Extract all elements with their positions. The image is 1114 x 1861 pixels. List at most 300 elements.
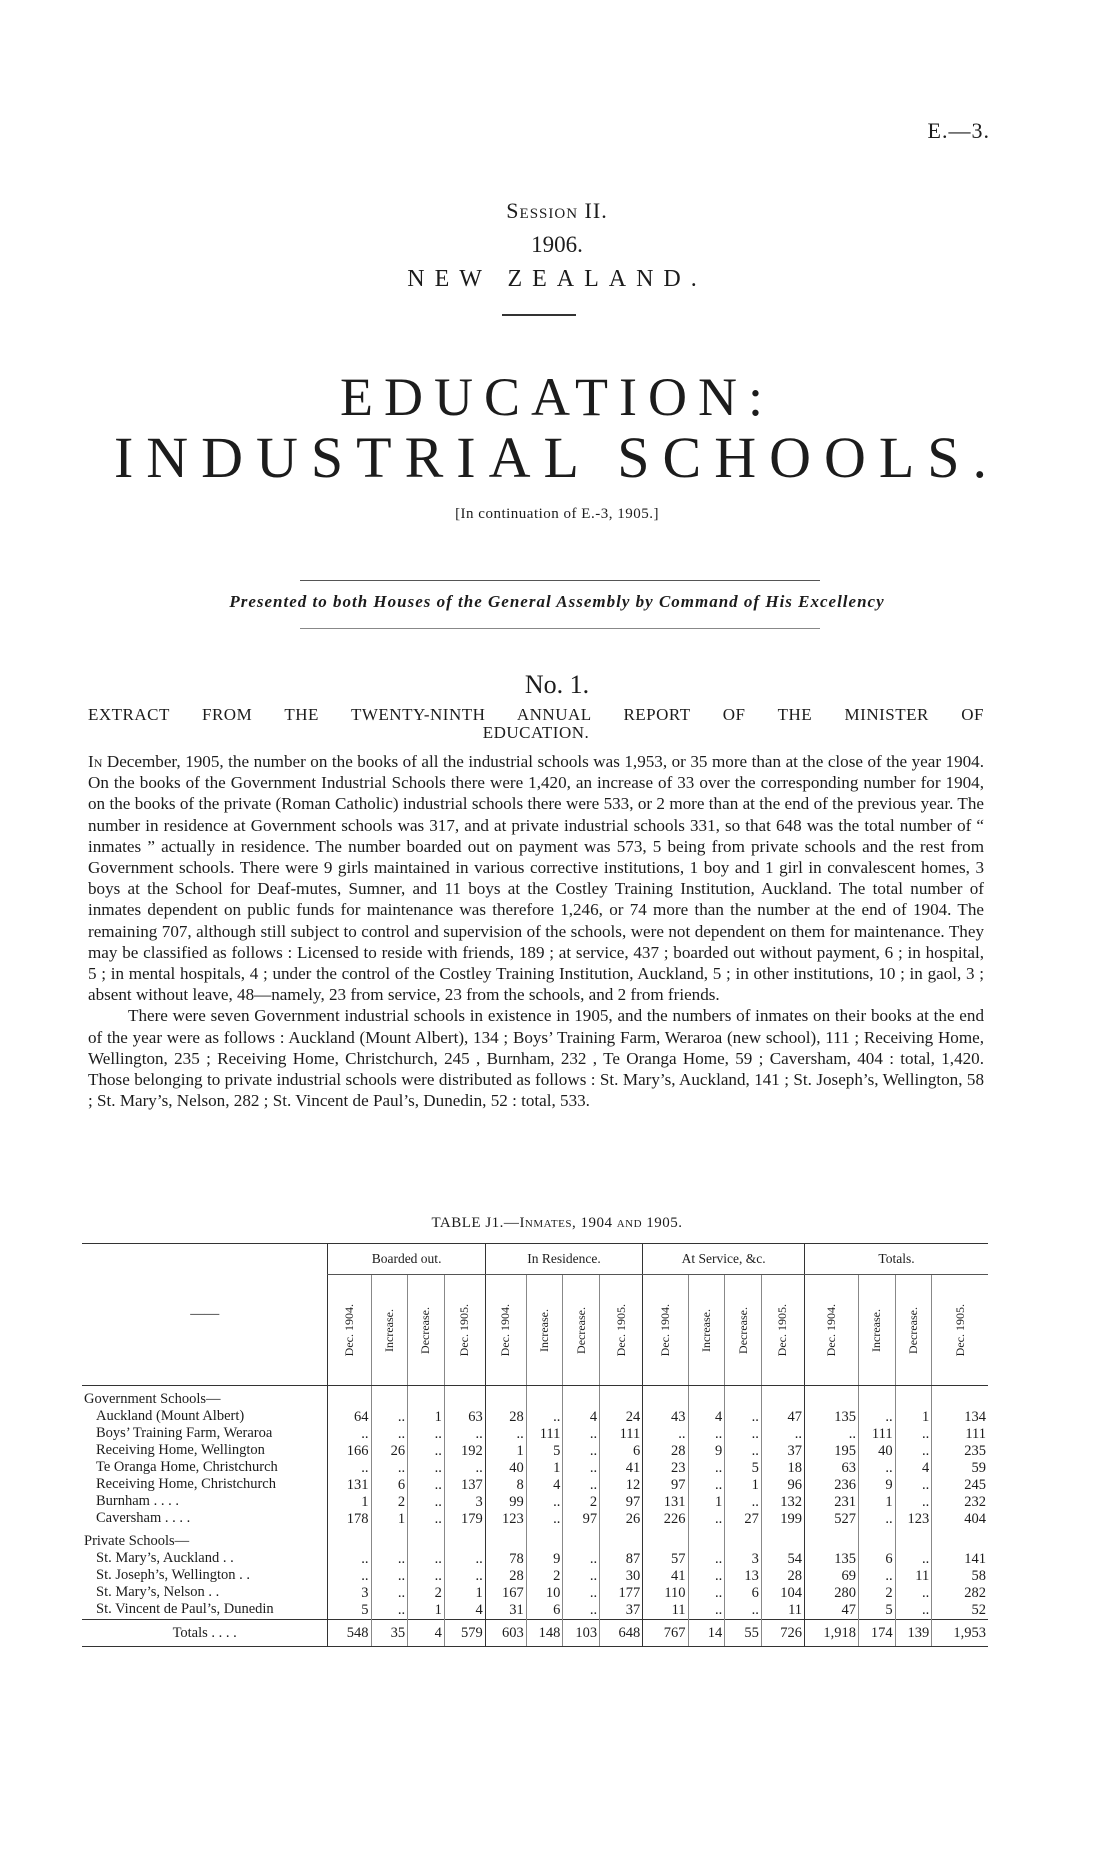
table-cell: .. [444, 1568, 485, 1585]
empty-cell [485, 1528, 526, 1551]
group-in-residence: In Residence. [485, 1244, 642, 1275]
table-cell: 648 [600, 1620, 643, 1647]
table-cell: .. [371, 1568, 408, 1585]
column-header-label: Dec. 1905. [613, 1303, 628, 1357]
section-label: Government Schools— [84, 1391, 221, 1407]
table-cell: .. [895, 1443, 932, 1460]
table-cell: 110 [643, 1585, 688, 1602]
table-cell: 11 [643, 1602, 688, 1620]
table-cell: .. [895, 1426, 932, 1443]
table-cell: .. [371, 1426, 408, 1443]
table-row [82, 1620, 988, 1647]
paragraph-2: There were seven Government industrial schools in existence in 1905, and the numbers of inmates on their books at the end of the year were as follows : Auckland (Mount Albert), 134 ; Boys’ Training Farm, Weraroa (new school), 111 ; Receiving Home, Wellington, 235 ; Receiving Home, Christchurch, 245 , Burnham, 232 , Te Oranga Home, 59 ; Caversham, 404 : total, 1,420. Those belonging to private industrial schools were distributed as follows : St. Mary’s, Auckland, 141 ; St. Joseph’s, Wellington, 58 ; St. Mary’s, Nelson, 282 ; St. Vincent de Paul’s, Dunedin, 52 : total, 533. [88, 1006, 984, 1111]
column-header-label: Increase. [381, 1308, 396, 1352]
divider-top [300, 580, 820, 581]
empty-cell [761, 1386, 804, 1410]
title-line-2: INDUSTRIAL SCHOOLS. [113, 425, 1001, 490]
table-cell: 111 [858, 1426, 895, 1443]
table-cell: .. [563, 1551, 600, 1568]
table-cell: 6 [526, 1602, 563, 1620]
column-header [805, 1275, 859, 1386]
empty-cell [858, 1528, 895, 1551]
table-cell: 8 [485, 1477, 526, 1494]
column-header [932, 1275, 988, 1386]
table-cell: .. [688, 1568, 725, 1585]
table-cell: .. [526, 1409, 563, 1426]
table-cell: 9 [688, 1443, 725, 1460]
table-cell: 1 [444, 1585, 485, 1602]
table-cell: 30 [600, 1568, 643, 1585]
empty-cell [805, 1386, 859, 1410]
table-cell: 1 [408, 1409, 445, 1426]
table-cell: 41 [600, 1460, 643, 1477]
table-cell: 103 [563, 1620, 600, 1647]
table-cell: 2 [563, 1494, 600, 1511]
row-label: St. Joseph’s, Wellington . . [96, 1567, 251, 1583]
section-heading [88, 706, 984, 742]
table-cell: 2 [408, 1585, 445, 1602]
table-cell: 236 [805, 1477, 859, 1494]
empty-cell [688, 1528, 725, 1551]
table-row [82, 1443, 988, 1460]
group-at-service: At Service, &c. [643, 1244, 805, 1275]
table-cell: .. [725, 1409, 762, 1426]
table-cell: 5 [858, 1602, 895, 1620]
table-cell: 245 [932, 1477, 988, 1494]
table-cell: 178 [328, 1511, 371, 1528]
table-cell: 148 [526, 1620, 563, 1647]
table-cell: 1 [328, 1494, 371, 1511]
table-cell: 131 [328, 1477, 371, 1494]
table-cell: 28 [643, 1443, 688, 1460]
column-header-label: Dec. 1905. [457, 1303, 472, 1357]
table-cell: 37 [761, 1443, 804, 1460]
row-label: St. Mary’s, Nelson . . [96, 1584, 220, 1600]
column-header-label: Dec. 1904. [823, 1303, 838, 1357]
table-cell: 134 [932, 1409, 988, 1426]
empty-cell [725, 1386, 762, 1410]
table-cell: 97 [643, 1477, 688, 1494]
row-label: Caversham . . . . [96, 1510, 191, 1526]
table-cell: 139 [895, 1620, 932, 1647]
private-schools-header [82, 1528, 988, 1551]
table-cell: 78 [485, 1551, 526, 1568]
table-cell: .. [371, 1551, 408, 1568]
table-cell: .. [688, 1426, 725, 1443]
table-cell: .. [858, 1409, 895, 1426]
table-cell: 59 [932, 1460, 988, 1477]
empty-cell [526, 1386, 563, 1410]
table-cell: 4 [688, 1409, 725, 1426]
empty-cell [858, 1386, 895, 1410]
column-header-label: Decrease. [418, 1306, 433, 1354]
table-title-sub: Inmates, 1904 and 1905. [519, 1215, 683, 1231]
report-body [88, 751, 984, 1111]
table-cell: 174 [858, 1620, 895, 1647]
title-line-1: EDUCATION: [340, 367, 774, 427]
table-cell: 1 [408, 1602, 445, 1620]
row-label: Totals . . . . [82, 1620, 328, 1647]
row-label: Receiving Home, Wellington [96, 1442, 265, 1458]
table-cell: 2 [371, 1494, 408, 1511]
column-header [643, 1275, 688, 1386]
table-cell: .. [444, 1460, 485, 1477]
table-body [82, 1386, 988, 1647]
table-row [82, 1426, 988, 1443]
table-cell: 137 [444, 1477, 485, 1494]
empty-cell [761, 1528, 804, 1551]
empty-cell [932, 1386, 988, 1410]
table-cell: 6 [371, 1477, 408, 1494]
table-row [82, 1568, 988, 1585]
table-cell: .. [371, 1602, 408, 1620]
table-cell: 28 [485, 1409, 526, 1426]
table-cell: 135 [805, 1409, 859, 1426]
column-header [761, 1275, 804, 1386]
table-cell: .. [408, 1494, 445, 1511]
empty-cell [526, 1528, 563, 1551]
table-label-header: —— [82, 1244, 328, 1386]
column-header [444, 1275, 485, 1386]
table-cell: 3 [328, 1585, 371, 1602]
divider-bottom [300, 628, 820, 629]
table-cell: 527 [805, 1511, 859, 1528]
column-header [408, 1275, 445, 1386]
inmates-table [82, 1243, 988, 1647]
table-row [82, 1602, 988, 1620]
table-cell: 4 [563, 1409, 600, 1426]
table-cell: 1 [371, 1511, 408, 1528]
table-cell: 603 [485, 1620, 526, 1647]
table-cell: .. [858, 1511, 895, 1528]
table-cell: 54 [761, 1551, 804, 1568]
table-cell: 5 [328, 1602, 371, 1620]
table-cell: 27 [725, 1511, 762, 1528]
table-cell: 141 [932, 1551, 988, 1568]
table-cell: 1 [725, 1477, 762, 1494]
table-cell: 47 [761, 1409, 804, 1426]
table-cell: .. [563, 1477, 600, 1494]
paragraph-1-text: December, 1905, the number on the books of all the industrial schools was 1,953, or 35 more than at the close of the year 1904. On the books of the Government Industrial Schools there were 1,420, an increase of 33 over the corresponding number for 1904, on the books of the private (Roman Catholic) industrial schools there were 533, or 2 more than at the end of the previous year. The number in residence at Government schools was 317, and at private industrial schools 331, so that 648 was the total number of “ inmates ” actually in residence. The number boarded out on payment was 573, 5 being from private schools and the rest from Government schools. There were 9 girls maintained in various corrective institutions, 1 boy and 1 girl in convalescent homes, 3 boys at the School for Deaf-mutes, Sumner, and 11 boys at the Costley Training Institution, Auckland. The total number of inmates dependent on public funds for maintenance was therefore 1,246, or 74 more than the number at the end of 1904. The remaining 707, although still subject to control and supervision of the schools, were not dependent on them for maintenance. They may be classified as follows : Licensed to reside with friends, 189 ; at service, 437 ; boarded out without payment, 6 ; in hospital, 5 ; in mental hospitals, 4 ; under the control of the Costley Training Institution, Auckland, 5 ; in other institutions, 10 ; in gaol, 3 ; absent without leave, 48—namely, 23 from service, 23 from the schools, and 2 from friends. [88, 752, 984, 1005]
table-cell: 10 [526, 1585, 563, 1602]
column-header [895, 1275, 932, 1386]
table-cell: .. [725, 1426, 762, 1443]
table-cell: 18 [761, 1460, 804, 1477]
table-cell: 9 [526, 1551, 563, 1568]
table-cell: 35 [371, 1620, 408, 1647]
table-cell: 404 [932, 1511, 988, 1528]
table-row [82, 1494, 988, 1511]
table-cell: .. [563, 1426, 600, 1443]
table-cell: .. [563, 1460, 600, 1477]
column-header-label: Decrease. [905, 1306, 920, 1354]
table-cell: 87 [600, 1551, 643, 1568]
column-header-label: Increase. [869, 1308, 884, 1352]
table-cell: .. [408, 1460, 445, 1477]
table-cell: .. [688, 1585, 725, 1602]
table-cell: 123 [485, 1511, 526, 1528]
table-title-main: TABLE J1.— [431, 1215, 520, 1231]
column-header-label: Dec. 1904. [657, 1303, 672, 1357]
table-cell: .. [408, 1443, 445, 1460]
empty-cell [408, 1386, 445, 1410]
section-number: No. 1. [524, 670, 590, 699]
column-header-label: Dec. 1904. [341, 1303, 356, 1357]
row-label: St. Vincent de Paul’s, Dunedin [96, 1601, 274, 1617]
table-cell: 57 [643, 1551, 688, 1568]
empty-cell [895, 1528, 932, 1551]
column-header [371, 1275, 408, 1386]
parliamentary-paper-reference: E.—3. [927, 118, 990, 143]
column-header [688, 1275, 725, 1386]
table-cell: .. [408, 1568, 445, 1585]
paragraph-1-opening: In [88, 752, 103, 771]
table-cell: 40 [858, 1443, 895, 1460]
table-cell: .. [408, 1511, 445, 1528]
empty-cell [688, 1386, 725, 1410]
table-cell: 123 [895, 1511, 932, 1528]
continuation-note: [In continuation of E.-3, 1905.] [455, 506, 659, 522]
table-cell: 4 [408, 1620, 445, 1647]
column-header [563, 1275, 600, 1386]
table-cell: .. [805, 1426, 859, 1443]
table-cell: 177 [600, 1585, 643, 1602]
table-cell: 192 [444, 1443, 485, 1460]
year-label: 1906. [531, 232, 583, 257]
empty-cell [563, 1528, 600, 1551]
empty-cell [328, 1528, 371, 1551]
table-cell: 1,953 [932, 1620, 988, 1647]
table-cell: 199 [761, 1511, 804, 1528]
section-heading-line-1: EXTRACT FROM THE TWENTY-NINTH ANNUAL REPORT OF THE MINISTER OF [88, 705, 984, 724]
empty-cell [600, 1528, 643, 1551]
table-cell: 2 [858, 1585, 895, 1602]
table-cell: .. [761, 1426, 804, 1443]
table-cell: .. [408, 1426, 445, 1443]
table-cell: 99 [485, 1494, 526, 1511]
section-label: Private Schools— [84, 1533, 190, 1549]
table-cell: 6 [600, 1443, 643, 1460]
table-cell: .. [725, 1443, 762, 1460]
table-cell: .. [895, 1494, 932, 1511]
empty-cell [485, 1386, 526, 1410]
table-group-header-row [82, 1244, 988, 1275]
table-cell: 41 [643, 1568, 688, 1585]
table-cell: .. [563, 1585, 600, 1602]
table-cell: 5 [725, 1460, 762, 1477]
empty-cell [563, 1386, 600, 1410]
column-header [600, 1275, 643, 1386]
table-cell: 14 [688, 1620, 725, 1647]
empty-cell [600, 1386, 643, 1410]
presented-line: Presented to both Houses of the General Assembly by Command of His Excellency [229, 592, 885, 611]
row-label: Te Oranga Home, Christchurch [96, 1459, 278, 1475]
empty-cell [895, 1386, 932, 1410]
table-cell: 131 [643, 1494, 688, 1511]
table-cell: 232 [932, 1494, 988, 1511]
column-header [858, 1275, 895, 1386]
table-row [82, 1460, 988, 1477]
table-cell: 726 [761, 1620, 804, 1647]
table-cell: .. [371, 1460, 408, 1477]
row-label: St. Mary’s, Auckland . . [96, 1550, 234, 1566]
empty-cell [643, 1528, 688, 1551]
table-cell: 235 [932, 1443, 988, 1460]
empty-cell [371, 1386, 408, 1410]
table-cell: 52 [932, 1602, 988, 1620]
table-cell: .. [725, 1602, 762, 1620]
table-cell: .. [526, 1494, 563, 1511]
table-cell: 96 [761, 1477, 804, 1494]
table-cell: .. [408, 1477, 445, 1494]
table-cell: 6 [858, 1551, 895, 1568]
column-header-label: Dec. 1905. [952, 1303, 967, 1357]
table-cell: .. [725, 1494, 762, 1511]
empty-cell [371, 1528, 408, 1551]
table-cell: 135 [805, 1551, 859, 1568]
table-cell: .. [895, 1477, 932, 1494]
table-cell: .. [563, 1568, 600, 1585]
table-cell: .. [643, 1426, 688, 1443]
empty-cell [805, 1528, 859, 1551]
section-heading-line-2: EDUCATION. [482, 723, 590, 742]
table-cell: 4 [895, 1460, 932, 1477]
row-label: Receiving Home, Christchurch [96, 1476, 276, 1492]
table-cell: 5 [526, 1443, 563, 1460]
table-cell: 132 [761, 1494, 804, 1511]
table-cell: 111 [600, 1426, 643, 1443]
table-cell: 23 [643, 1460, 688, 1477]
table-cell: 280 [805, 1585, 859, 1602]
table-cell: .. [328, 1426, 371, 1443]
table-cell: 1 [485, 1443, 526, 1460]
table-cell: .. [444, 1426, 485, 1443]
table-cell: 1 [858, 1494, 895, 1511]
divider-short [502, 314, 576, 316]
empty-cell [328, 1386, 371, 1410]
table-cell: .. [895, 1602, 932, 1620]
table-row [82, 1551, 988, 1568]
table-cell: .. [444, 1551, 485, 1568]
column-header [328, 1275, 371, 1386]
group-totals: Totals. [805, 1244, 988, 1275]
table-cell: 195 [805, 1443, 859, 1460]
table-cell: 3 [725, 1551, 762, 1568]
country-label: NEW ZEALAND. [407, 266, 707, 292]
table-cell: 3 [444, 1494, 485, 1511]
group-boarded-out: Boarded out. [328, 1244, 485, 1275]
table-cell: 47 [805, 1602, 859, 1620]
table-cell: 37 [600, 1602, 643, 1620]
row-label: Auckland (Mount Albert) [96, 1408, 245, 1424]
table-row [82, 1511, 988, 1528]
session-label: Session II. [506, 198, 608, 223]
table-cell: .. [371, 1585, 408, 1602]
table-cell: .. [688, 1460, 725, 1477]
table-cell: 9 [858, 1477, 895, 1494]
table-cell: 579 [444, 1620, 485, 1647]
table-cell: 1 [526, 1460, 563, 1477]
table-cell: 58 [932, 1568, 988, 1585]
table-cell: 31 [485, 1602, 526, 1620]
table-cell: 43 [643, 1409, 688, 1426]
table-cell: 97 [600, 1494, 643, 1511]
table-cell: 111 [932, 1426, 988, 1443]
table-cell: .. [688, 1551, 725, 1568]
table-cell: 11 [761, 1602, 804, 1620]
row-label: Burnham . . . . [96, 1493, 179, 1509]
table-cell: 40 [485, 1460, 526, 1477]
table-cell: 64 [328, 1409, 371, 1426]
table-cell: 26 [600, 1511, 643, 1528]
table-cell: 13 [725, 1568, 762, 1585]
table-cell: .. [563, 1602, 600, 1620]
paragraph-1 [88, 751, 984, 1005]
table-cell: .. [526, 1511, 563, 1528]
table-cell: 179 [444, 1511, 485, 1528]
table-cell: 11 [895, 1568, 932, 1585]
column-header-label: Decrease. [735, 1306, 750, 1354]
table-cell: .. [408, 1551, 445, 1568]
table-cell: 1 [895, 1409, 932, 1426]
table-cell: 548 [328, 1620, 371, 1647]
table-cell: 2 [526, 1568, 563, 1585]
table-cell: 28 [485, 1568, 526, 1585]
table-cell: 4 [444, 1602, 485, 1620]
table-cell: 167 [485, 1585, 526, 1602]
table-row [82, 1409, 988, 1426]
column-header [526, 1275, 563, 1386]
empty-cell [444, 1386, 485, 1410]
empty-cell [444, 1528, 485, 1551]
table-cell: .. [371, 1409, 408, 1426]
empty-cell [932, 1528, 988, 1551]
table-cell: 166 [328, 1443, 371, 1460]
table-cell: 55 [725, 1620, 762, 1647]
table-cell: 104 [761, 1585, 804, 1602]
table-cell: 231 [805, 1494, 859, 1511]
table-cell: 12 [600, 1477, 643, 1494]
table-cell: .. [895, 1585, 932, 1602]
column-header-label: Dec. 1905. [775, 1303, 790, 1357]
table-title [0, 1215, 1114, 1232]
table-cell: 63 [805, 1460, 859, 1477]
table-cell: .. [688, 1477, 725, 1494]
table-row [82, 1585, 988, 1602]
table-cell: 226 [643, 1511, 688, 1528]
table-cell: 26 [371, 1443, 408, 1460]
table-cell: .. [895, 1551, 932, 1568]
table-cell: 97 [563, 1511, 600, 1528]
table-cell: 24 [600, 1409, 643, 1426]
row-label: Boys’ Training Farm, Weraroa [96, 1425, 273, 1441]
table-cell: 4 [526, 1477, 563, 1494]
government-schools-header [82, 1386, 988, 1410]
table-cell: .. [858, 1460, 895, 1477]
empty-cell [408, 1528, 445, 1551]
table-cell: .. [858, 1568, 895, 1585]
table-cell: .. [688, 1602, 725, 1620]
table-cell: .. [688, 1511, 725, 1528]
table-cell: 767 [643, 1620, 688, 1647]
column-header-label: Increase. [537, 1308, 552, 1352]
table-cell: 1 [688, 1494, 725, 1511]
table-cell: 6 [725, 1585, 762, 1602]
table-cell: .. [328, 1460, 371, 1477]
table-cell: 69 [805, 1568, 859, 1585]
table-cell: .. [328, 1568, 371, 1585]
table-cell: 282 [932, 1585, 988, 1602]
